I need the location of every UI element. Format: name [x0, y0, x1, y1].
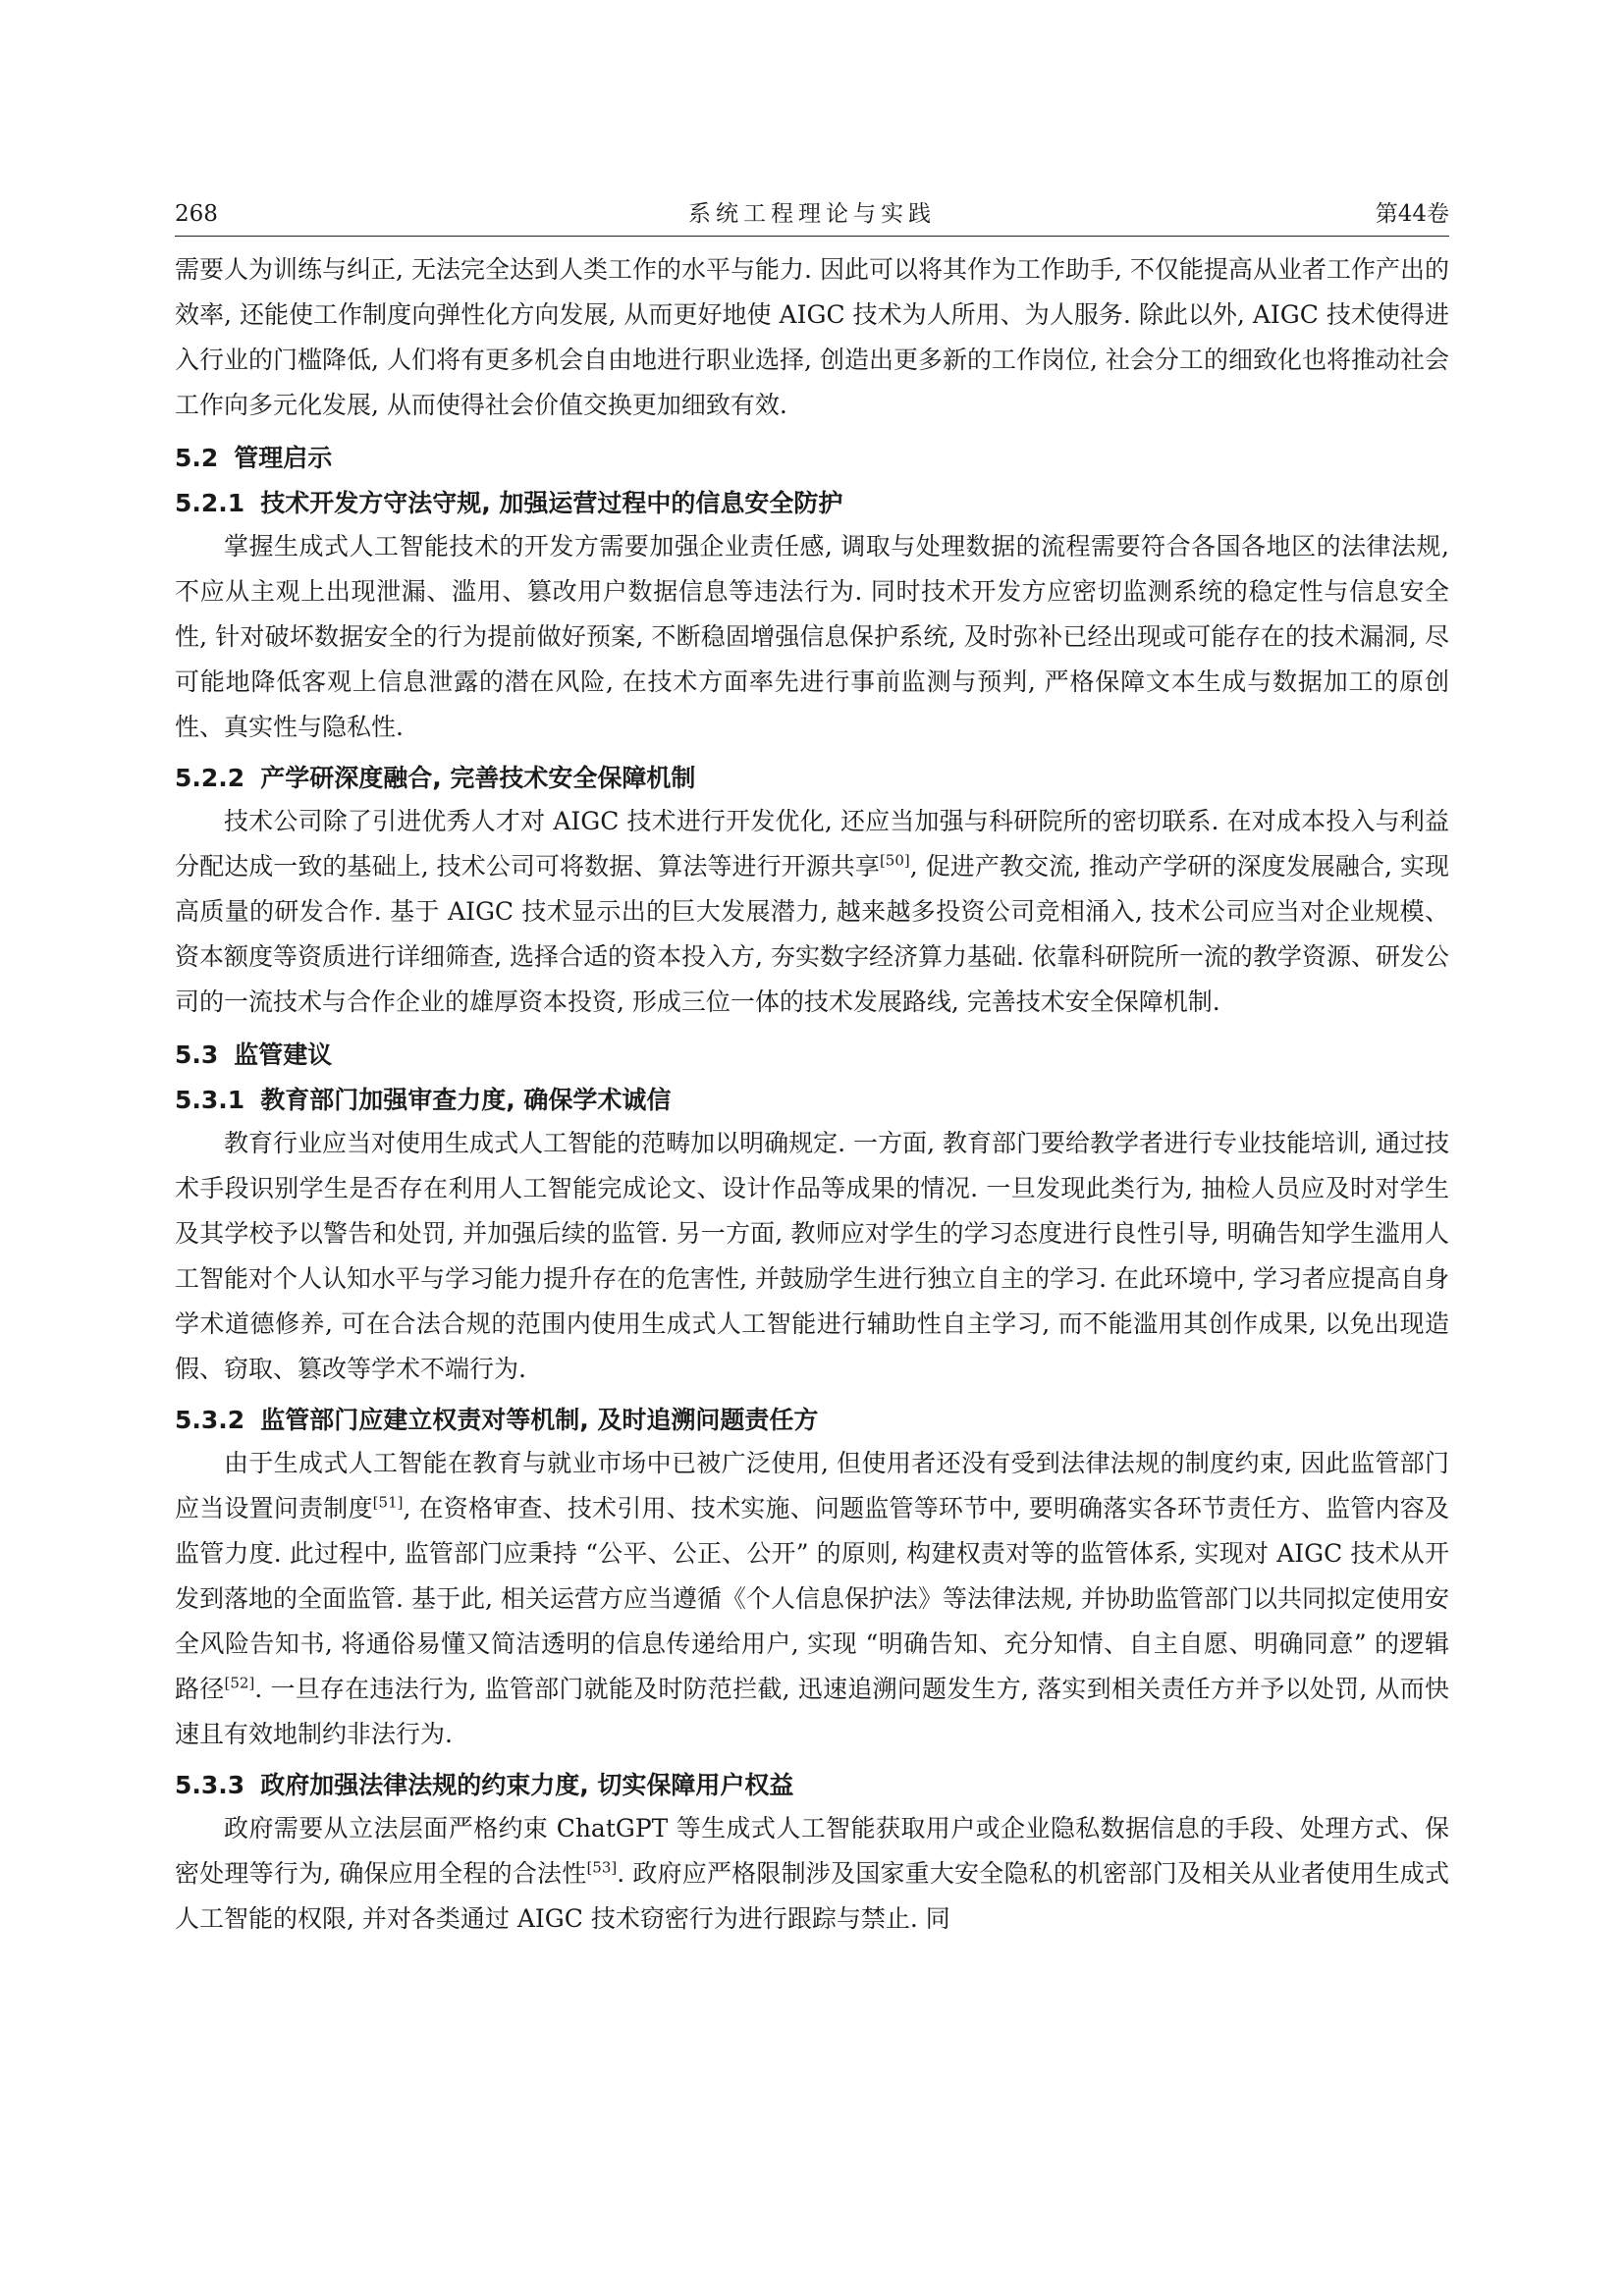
body-text: [175, 247, 1449, 1942]
citation-ref: [50]: [879, 851, 910, 870]
intro-paragraph: 需要人为训练与纠正, 无法完全达到人类工作的水平与能力. 因此可以将其作为工作助手, 不仅能提高从业者工作产出的效率, 还能使工作制度向弹性化方向发展, 从而更好地使 AIGC 技术为人所用、为人服务. 除此以外, AIGC 技术使得进入行业的门槛降低, 人们将有更多机会自由地进行职业选择, 创造出更多新的工作岗位, 社会分工的细致化也将推动社会工作向多元化发展, 从而使得社会价值交换更加细致有效.: [175, 255, 1449, 419]
paragraph-text: . 政府应严格限制涉及国家重大安全隐私的机密部门及相关从业者使用生成式人工智能的权限, 并对各类通过 AIGC 技术窃密行为进行跟踪与禁止. 同: [175, 1859, 1449, 1933]
section-5-3-2-paragraph: [175, 1441, 1449, 1757]
paragraph-text: , 在资格审查、技术引用、技术实施、问题监管等环节中, 要明确落实各环节责任方、监管内容及监管力度. 此过程中, 监管部门应秉持 “公平、公正、公开” 的原则, 构建权责对等的监管体系, 实现对 AIGC 技术从开发到落地的全面监管. 基于此, 相关运营方应当遵循《个人信息保护法》等法律法规, 并协助监管部门以共同拟定使用安全风险告知书, 将通俗易懂又简洁透明的信息传递给用户, 实现 “明确告知、充分知情、自主自愿、明确同意” 的逻辑路径: [175, 1494, 1449, 1703]
section-title: 产学研深度融合, 完善技术安全保障机制: [260, 764, 696, 792]
section-title: 监管部门应建立权责对等机制, 及时追溯问题责任方: [260, 1406, 819, 1434]
paragraph-text: 政府需要从立法层面严格约束 ChatGPT 等生成式人工智能获取用户或企业隐私数据信息的手段、处理方式、保密处理等行为, 确保应用全程的合法性: [175, 1814, 1449, 1888]
header-rule: [175, 236, 1449, 237]
section-title: 教育部门加强审查力度, 确保学术诚信: [260, 1086, 672, 1114]
section-5-3-2-heading: [175, 1404, 1449, 1437]
section-5-2-heading: [175, 442, 1449, 475]
section-5-2-2-paragraph: [175, 799, 1449, 1025]
section-5-3-1-paragraph: 教育行业应当对使用生成式人工智能的范畴加以明确规定. 一方面, 教育部门要给教学者进行专业技能培训, 通过技术手段识别学生是否存在利用人工智能完成论文、设计作品等成果的情况. 一旦发现此类行为, 抽检人员应及时对学生及其学校予以警告和处罚, 并加强后续的监管. 另一方面, 教师应对学生的学习态度进行良性引导, 明确告知学生滥用人工智能对个人认知水平与学习能力提升存在的危害性, 并鼓励学生进行独立自主的学习. 在此环境中, 学习者应提高自身学术道德修养, 可在合法合规的范围内使用生成式人工智能进行辅助性自主学习, 而不能滥用其创作成果, 以免出现造假、窃取、篡改等学术不端行为.: [175, 1129, 1449, 1383]
section-number: 5.2.2: [175, 764, 245, 792]
section-5-2-1-heading: [175, 487, 1449, 520]
section-number: 5.3.1: [175, 1086, 245, 1114]
paragraph-text: 技术公司除了引进优秀人才对 AIGC 技术进行开发优化, 还应当加强与科研院所的密切联系. 在对成本投入与利益分配达成一致的基础上, 技术公司可将数据、算法等进行开源共享: [175, 807, 1449, 881]
section-5-2-2-heading: [175, 762, 1449, 795]
section-5-3-3-paragraph: [175, 1806, 1449, 1942]
section-title: 政府加强法律法规的约束力度, 切实保障用户权益: [260, 1771, 794, 1799]
section-number: 5.3.3: [175, 1771, 245, 1799]
section-title: 监管建议: [234, 1041, 333, 1069]
section-number: 5.3: [175, 1041, 219, 1069]
volume-label: 第44卷: [1375, 201, 1449, 227]
section-title: 技术开发方守法守规, 加强运营过程中的信息安全防护: [260, 489, 843, 517]
running-header: [175, 194, 1449, 234]
paragraph-text: 由于生成式人工智能在教育与就业市场中已被广泛使用, 但使用者还没有受到法律法规的制度约束, 因此监管部门应当设置问责制度: [175, 1449, 1449, 1522]
citation-ref: [51]: [372, 1493, 404, 1512]
section-5-2-1-paragraph: 掌握生成式人工智能技术的开发方需要加强企业责任感, 调取与处理数据的流程需要符合各国各地区的法律法规, 不应从主观上出现泄漏、滥用、篡改用户数据信息等违法行为. 同时技术开发方应密切监测系统的稳定性与信息安全性, 针对破坏数据安全的行为提前做好预案, 不断稳固增强信息保护系统, 及时弥补已经出现或可能存在的技术漏洞, 尽可能地降低客观上信息泄露的潜在风险, 在技术方面率先进行事前监测与预判, 严格保障文本生成与数据加工的原创性、真实性与隐私性.: [175, 532, 1449, 741]
paragraph-text: . 一旦存在违法行为, 监管部门就能及时防范拦截, 迅速追溯问题发生方, 落实到相关责任方并予以处罚, 从而快速且有效地制约非法行为.: [175, 1675, 1449, 1748]
page-number: 268: [175, 201, 218, 227]
journal-title: 系统工程理论与实践: [688, 201, 936, 227]
section-number: 5.3.2: [175, 1406, 245, 1434]
section-number: 5.2: [175, 444, 219, 472]
paragraph-text: , 促进产教交流, 推动产学研的深度发展融合, 实现高质量的研发合作. 基于 AIGC 技术显示出的巨大发展潜力, 越来越多投资公司竞相涌入, 技术公司应当对企业规模、资本额度等资质进行详细筛查, 选择合适的资本投入方, 夯实数字经济算力基础. 依靠科研院所一流的教学资源、研发公司的一流技术与合作企业的雄厚资本投资, 形成三位一体的技术发展路线, 完善技术安全保障机制.: [175, 852, 1449, 1016]
section-5-3-heading: [175, 1039, 1449, 1072]
section-5-3-1-heading: [175, 1084, 1449, 1117]
citation-ref: [52]: [224, 1674, 255, 1692]
section-5-3-3-heading: [175, 1769, 1449, 1802]
citation-ref: [53]: [586, 1858, 618, 1877]
section-number: 5.2.1: [175, 489, 245, 517]
section-title: 管理启示: [234, 444, 333, 472]
